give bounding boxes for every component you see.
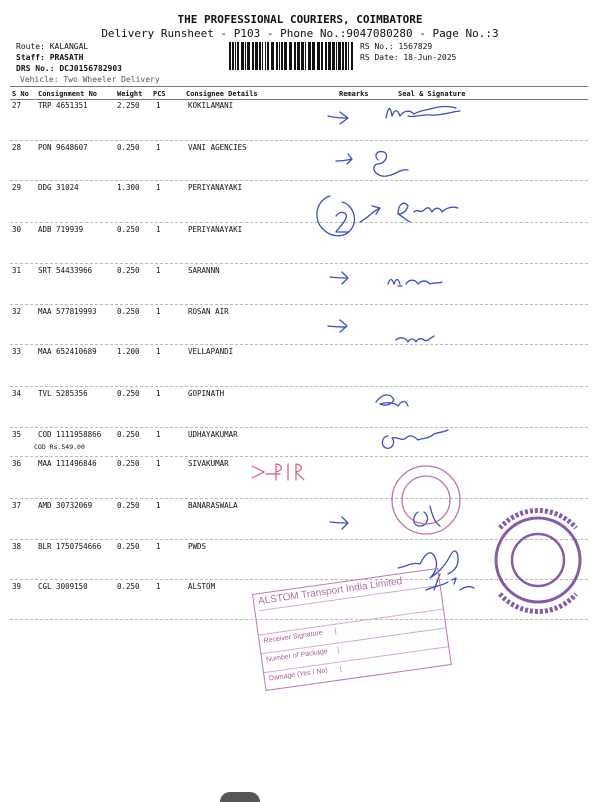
row-sno: 35 <box>12 430 22 439</box>
row-cn: TVL 5285356 <box>38 389 88 398</box>
row-sno: 27 <box>12 101 22 110</box>
row-consignee: GOPINATH <box>188 389 225 398</box>
row-consignee: PWDS <box>188 542 207 551</box>
row-weight: 1.300 <box>117 183 140 192</box>
row-pcs: 1 <box>156 501 161 510</box>
row-pcs: 1 <box>156 307 161 316</box>
row-consignee: PERIYANAYAKI <box>188 183 243 192</box>
row-consignee: PERIYANAYAKI <box>188 225 243 234</box>
stamp-field-label: Damage (Yes / No) <box>269 665 342 682</box>
col-sno: S No <box>12 90 29 98</box>
row-consignee: KOKILAMANI <box>188 101 234 110</box>
row-cn: ADB 719939 <box>38 225 84 234</box>
col-pcs: PCS <box>153 90 166 98</box>
row-consignee: VANI AGENCIES <box>188 143 247 152</box>
row-weight: 0.250 <box>117 542 140 551</box>
row-weight: 0.250 <box>117 266 140 275</box>
row-pcs: 1 <box>156 183 161 192</box>
row-consignee: SIVAKUMAR <box>188 459 229 468</box>
row-weight: 0.250 <box>117 307 140 316</box>
vehicle-label: Vehicle: Two Wheeler Delivery <box>20 75 160 84</box>
row-sno: 32 <box>12 307 22 316</box>
row-consignee: ROSAN AIR <box>188 307 229 316</box>
row-cn: PON 9648607 <box>38 143 88 152</box>
row-sno: 28 <box>12 143 22 152</box>
row-weight: 0.250 <box>117 225 140 234</box>
row-pcs: 1 <box>156 459 161 468</box>
row-pcs: 1 <box>156 143 161 152</box>
row-cn: AMD 30732069 <box>38 501 93 510</box>
row-cn: SRT 54433966 <box>38 266 93 275</box>
scan-blob <box>220 792 260 802</box>
row-pcs: 1 <box>156 225 161 234</box>
row-consignee: BANARASWALA <box>188 501 238 510</box>
row-pcs: 1 <box>156 430 161 439</box>
company-title: THE PROFESSIONAL COURIERS, COIMBATORE <box>177 13 423 26</box>
row-sno: 31 <box>12 266 22 275</box>
row-sno: 33 <box>12 347 22 356</box>
row-cn: CGL 3009150 <box>38 582 88 591</box>
row-weight: 0.250 <box>117 582 140 591</box>
stamp-company: ALSTOM Transport India Limited <box>257 576 403 608</box>
row-pcs: 1 <box>156 101 161 110</box>
row-cod-amount: COD Rs.549.00 <box>34 443 85 451</box>
runsheet-subtitle: Delivery Runsheet - P103 - Phone No.:9047080280 - Page No.:3 <box>101 27 499 40</box>
row-pcs: 1 <box>156 266 161 275</box>
row-weight: 1.200 <box>117 347 140 356</box>
row-weight: 0.250 <box>117 459 140 468</box>
rs-date: RS Date: 18-Jun-2025 <box>360 53 457 62</box>
row-sno: 37 <box>12 501 22 510</box>
row-cn: COD 1111958866 <box>38 430 102 439</box>
rs-number: RS No.: 1567829 <box>360 42 433 51</box>
row-weight: 0.250 <box>117 389 140 398</box>
row-cn: MAA 111496846 <box>38 459 97 468</box>
row-cn: DDG 31024 <box>38 183 79 192</box>
row-consignee: ALSTOM <box>188 582 216 591</box>
drs-number: DRS No.: DCJ0156782903 <box>16 64 122 73</box>
row-sno: 36 <box>12 459 22 468</box>
row-weight: 0.250 <box>117 430 140 439</box>
row-consignee: UDHAYAKUMAR <box>188 430 238 439</box>
row-consignee: SARANNN <box>188 266 220 275</box>
row-sno: 34 <box>12 389 22 398</box>
col-consignee: Consignee Details <box>186 90 258 98</box>
row-cn: MAA 652410689 <box>38 347 97 356</box>
row-sno: 38 <box>12 542 22 551</box>
row-pcs: 1 <box>156 542 161 551</box>
col-seal: Seal & Signature <box>398 90 466 98</box>
row-pcs: 1 <box>156 347 161 356</box>
stamp-field-label: Receiver Signature <box>263 628 336 645</box>
row-sno: 39 <box>12 582 22 591</box>
staff-label: Staff: PRASATH <box>16 53 84 62</box>
row-pcs: 1 <box>156 582 161 591</box>
row-weight: 0.250 <box>117 501 140 510</box>
col-consignment: Consignment No <box>38 90 98 98</box>
col-weight: Weight <box>117 90 143 98</box>
col-remarks: Remarks <box>339 90 369 98</box>
row-pcs: 1 <box>156 389 161 398</box>
row-cn: MAA 577819993 <box>38 307 97 316</box>
row-sno: 29 <box>12 183 22 192</box>
row-consignee: VELLAPANDI <box>188 347 234 356</box>
row-cn: TRP 4651351 <box>38 101 88 110</box>
row-weight: 0.250 <box>117 143 140 152</box>
stamp-field-label: Number of Package <box>266 647 339 664</box>
row-sno: 30 <box>12 225 22 234</box>
route-label: Route: KALANGAL <box>16 42 89 51</box>
row-weight: 2.250 <box>117 101 140 110</box>
row-cn: BLR 1750754666 <box>38 542 102 551</box>
